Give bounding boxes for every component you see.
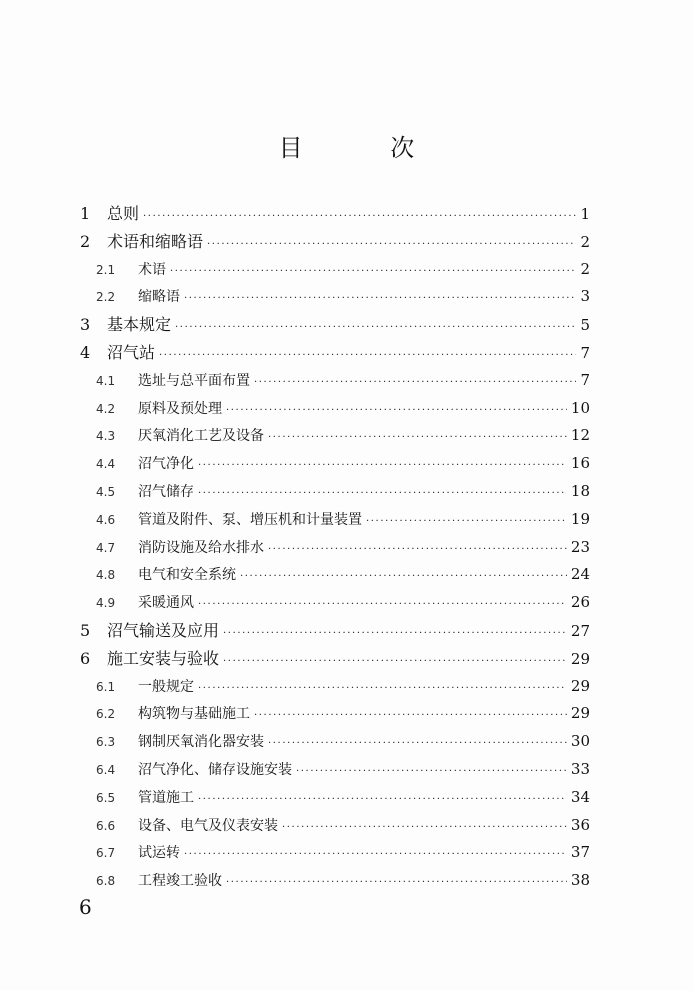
toc-entry-title: 钢制厌氧消化器安装 [138, 734, 264, 751]
toc-entry-page: 16 [570, 454, 590, 473]
dot-leader [282, 814, 567, 842]
toc-entry-page: 38 [570, 871, 590, 890]
toc-entry-number: 3 [80, 315, 91, 335]
toc-entry [80, 228, 590, 256]
toc-entry [80, 506, 590, 534]
dot-leader [254, 702, 567, 730]
dot-leader [240, 563, 567, 591]
toc-entry-number: 1 [80, 204, 91, 223]
toc-entry-page: 1 [580, 205, 590, 223]
toc-entry [80, 395, 590, 423]
toc-entry-number: 6.5 [96, 790, 116, 805]
toc-entry [80, 784, 590, 812]
toc-entry-number: 6.2 [96, 707, 116, 722]
toc-entry [80, 311, 590, 339]
toc-entry-title: 消防设施及给水排水 [138, 539, 264, 556]
toc-entry-page: 29 [570, 649, 590, 668]
toc-entry-page: 29 [570, 704, 590, 723]
toc-entry [80, 367, 590, 395]
toc-entry [80, 339, 590, 367]
toc-entry-title: 设备、电气及仪表安装 [138, 817, 278, 834]
toc-entry-number: 6 [80, 648, 91, 668]
toc-entry [80, 812, 590, 840]
toc-entry-title: 缩略语 [138, 289, 180, 306]
toc-entry-number: 4.7 [96, 540, 116, 555]
toc-entry-title: 沼气输送及应用 [107, 620, 220, 640]
toc-entry-page: 18 [570, 481, 590, 500]
toc-entry [80, 700, 590, 728]
toc-entry-title: 沼气储存 [138, 483, 194, 500]
dot-leader [207, 231, 576, 259]
toc-entry [80, 534, 590, 562]
dot-leader [296, 758, 567, 786]
toc-entry-title: 术语和缩略语 [107, 231, 204, 251]
toc-entry-page: 2 [580, 232, 590, 251]
toc-entry-number: 4.6 [96, 512, 116, 527]
dot-leader [143, 203, 576, 231]
toc-entry-number: 4.5 [96, 484, 116, 499]
dot-leader [198, 591, 567, 619]
toc-entry-page: 37 [570, 843, 590, 862]
toc-entry-title: 术语 [138, 261, 166, 278]
toc-entry-number: 4.3 [96, 429, 116, 444]
toc-entry-page: 27 [570, 621, 590, 640]
toc-entry-page: 23 [570, 537, 590, 556]
toc-entry-page: 26 [570, 593, 590, 612]
toc-entry-page: 2 [580, 259, 590, 278]
dot-leader [268, 536, 567, 564]
toc-entry [80, 422, 590, 450]
toc-entry-number: 2.2 [96, 290, 116, 305]
dot-leader [223, 648, 567, 676]
toc-entry-number: 6.3 [96, 735, 116, 750]
dot-leader [184, 285, 576, 313]
dot-leader [268, 730, 567, 758]
toc-entry [80, 617, 590, 645]
toc-entry-title: 试运转 [138, 845, 180, 862]
dot-leader [184, 841, 567, 869]
toc-entry [80, 728, 590, 756]
toc-entry-title: 构筑物与基础施工 [138, 706, 250, 723]
toc-entry [80, 450, 590, 478]
toc-entry-title: 厌氧消化工艺及设备 [138, 428, 264, 445]
toc-entry-number: 2 [80, 231, 91, 251]
toc-entry [80, 673, 590, 701]
toc-entry-title: 基本规定 [107, 315, 172, 335]
toc-entry [80, 283, 590, 311]
toc-entry [80, 561, 590, 589]
toc-entry-number: 6.7 [96, 846, 116, 861]
toc-entry-number: 6.6 [96, 818, 116, 833]
toc-entry-title: 工程竣工验收 [138, 873, 222, 890]
toc-entry-title: 施工安装与验收 [107, 648, 220, 668]
dot-leader [170, 258, 576, 286]
toc-entry-number: 6.1 [96, 679, 116, 694]
toc-entry-page: 10 [570, 398, 590, 417]
dot-leader [198, 480, 567, 508]
toc-entry-title: 沼气站 [107, 342, 156, 362]
toc-entry-number: 6.4 [96, 762, 116, 777]
dot-leader [198, 786, 567, 814]
toc-entry [80, 756, 590, 784]
toc-entry [80, 867, 590, 895]
toc-entry-title: 电气和安全系统 [138, 567, 236, 584]
dot-leader [254, 369, 576, 397]
toc-entry-number: 4.9 [96, 596, 116, 611]
toc-entry-page: 12 [570, 426, 590, 445]
toc-entry-page: 3 [580, 287, 590, 306]
toc-entry-title: 原料及预处理 [138, 400, 222, 417]
toc-entry-page: 19 [570, 509, 590, 528]
toc-entry-page: 30 [570, 732, 590, 751]
toc-entry-number: 4.2 [96, 401, 116, 416]
toc-entry-number: 2.1 [96, 262, 116, 277]
toc-entry [80, 645, 590, 673]
toc-entry-title: 沼气净化 [138, 456, 194, 473]
toc-entry-title: 一般规定 [138, 678, 194, 695]
toc-entry-title: 管道及附件、泵、增压机和计量装置 [138, 511, 362, 528]
toc-entry-number: 4 [80, 342, 91, 362]
toc-entry-title: 采暖通风 [138, 595, 194, 612]
dot-leader [223, 620, 567, 648]
toc-entry-page: 5 [580, 316, 590, 335]
toc-entry-page: 7 [580, 370, 590, 389]
toc-entry-number: 4.8 [96, 568, 116, 583]
dot-leader [159, 342, 576, 370]
toc-entry [80, 200, 590, 228]
toc-entry-title: 沼气净化、储存设施安装 [138, 761, 292, 778]
toc-entry [80, 589, 590, 617]
toc-entry-number: 4.4 [96, 457, 116, 472]
toc-entry-page: 7 [580, 343, 590, 362]
dot-leader [268, 424, 567, 452]
page-title: 目 次 [278, 134, 455, 162]
toc-entry [80, 839, 590, 867]
toc-entry-page: 33 [570, 759, 590, 778]
toc-entry-page: 36 [570, 815, 590, 834]
dot-leader [198, 452, 567, 480]
toc-entry-number: 4.1 [96, 373, 116, 388]
toc-entry-title: 总则 [107, 204, 140, 223]
toc-entry-number: 6.8 [96, 874, 116, 889]
dot-leader [226, 869, 567, 897]
dot-leader [366, 508, 567, 536]
toc-entry [80, 478, 590, 506]
dot-leader [226, 397, 567, 425]
toc-entry-title: 选址与总平面布置 [138, 372, 250, 389]
page-number: 6 [79, 895, 92, 919]
toc-entry [80, 256, 590, 284]
toc-entry-page: 34 [570, 787, 590, 806]
toc-entry-page: 29 [570, 676, 590, 695]
dot-leader [175, 314, 576, 342]
toc-entry-number: 5 [80, 620, 91, 640]
toc-entry-page: 24 [570, 565, 590, 584]
table-of-contents [80, 200, 590, 895]
dot-leader [198, 675, 567, 703]
toc-entry-title: 管道施工 [138, 789, 194, 806]
